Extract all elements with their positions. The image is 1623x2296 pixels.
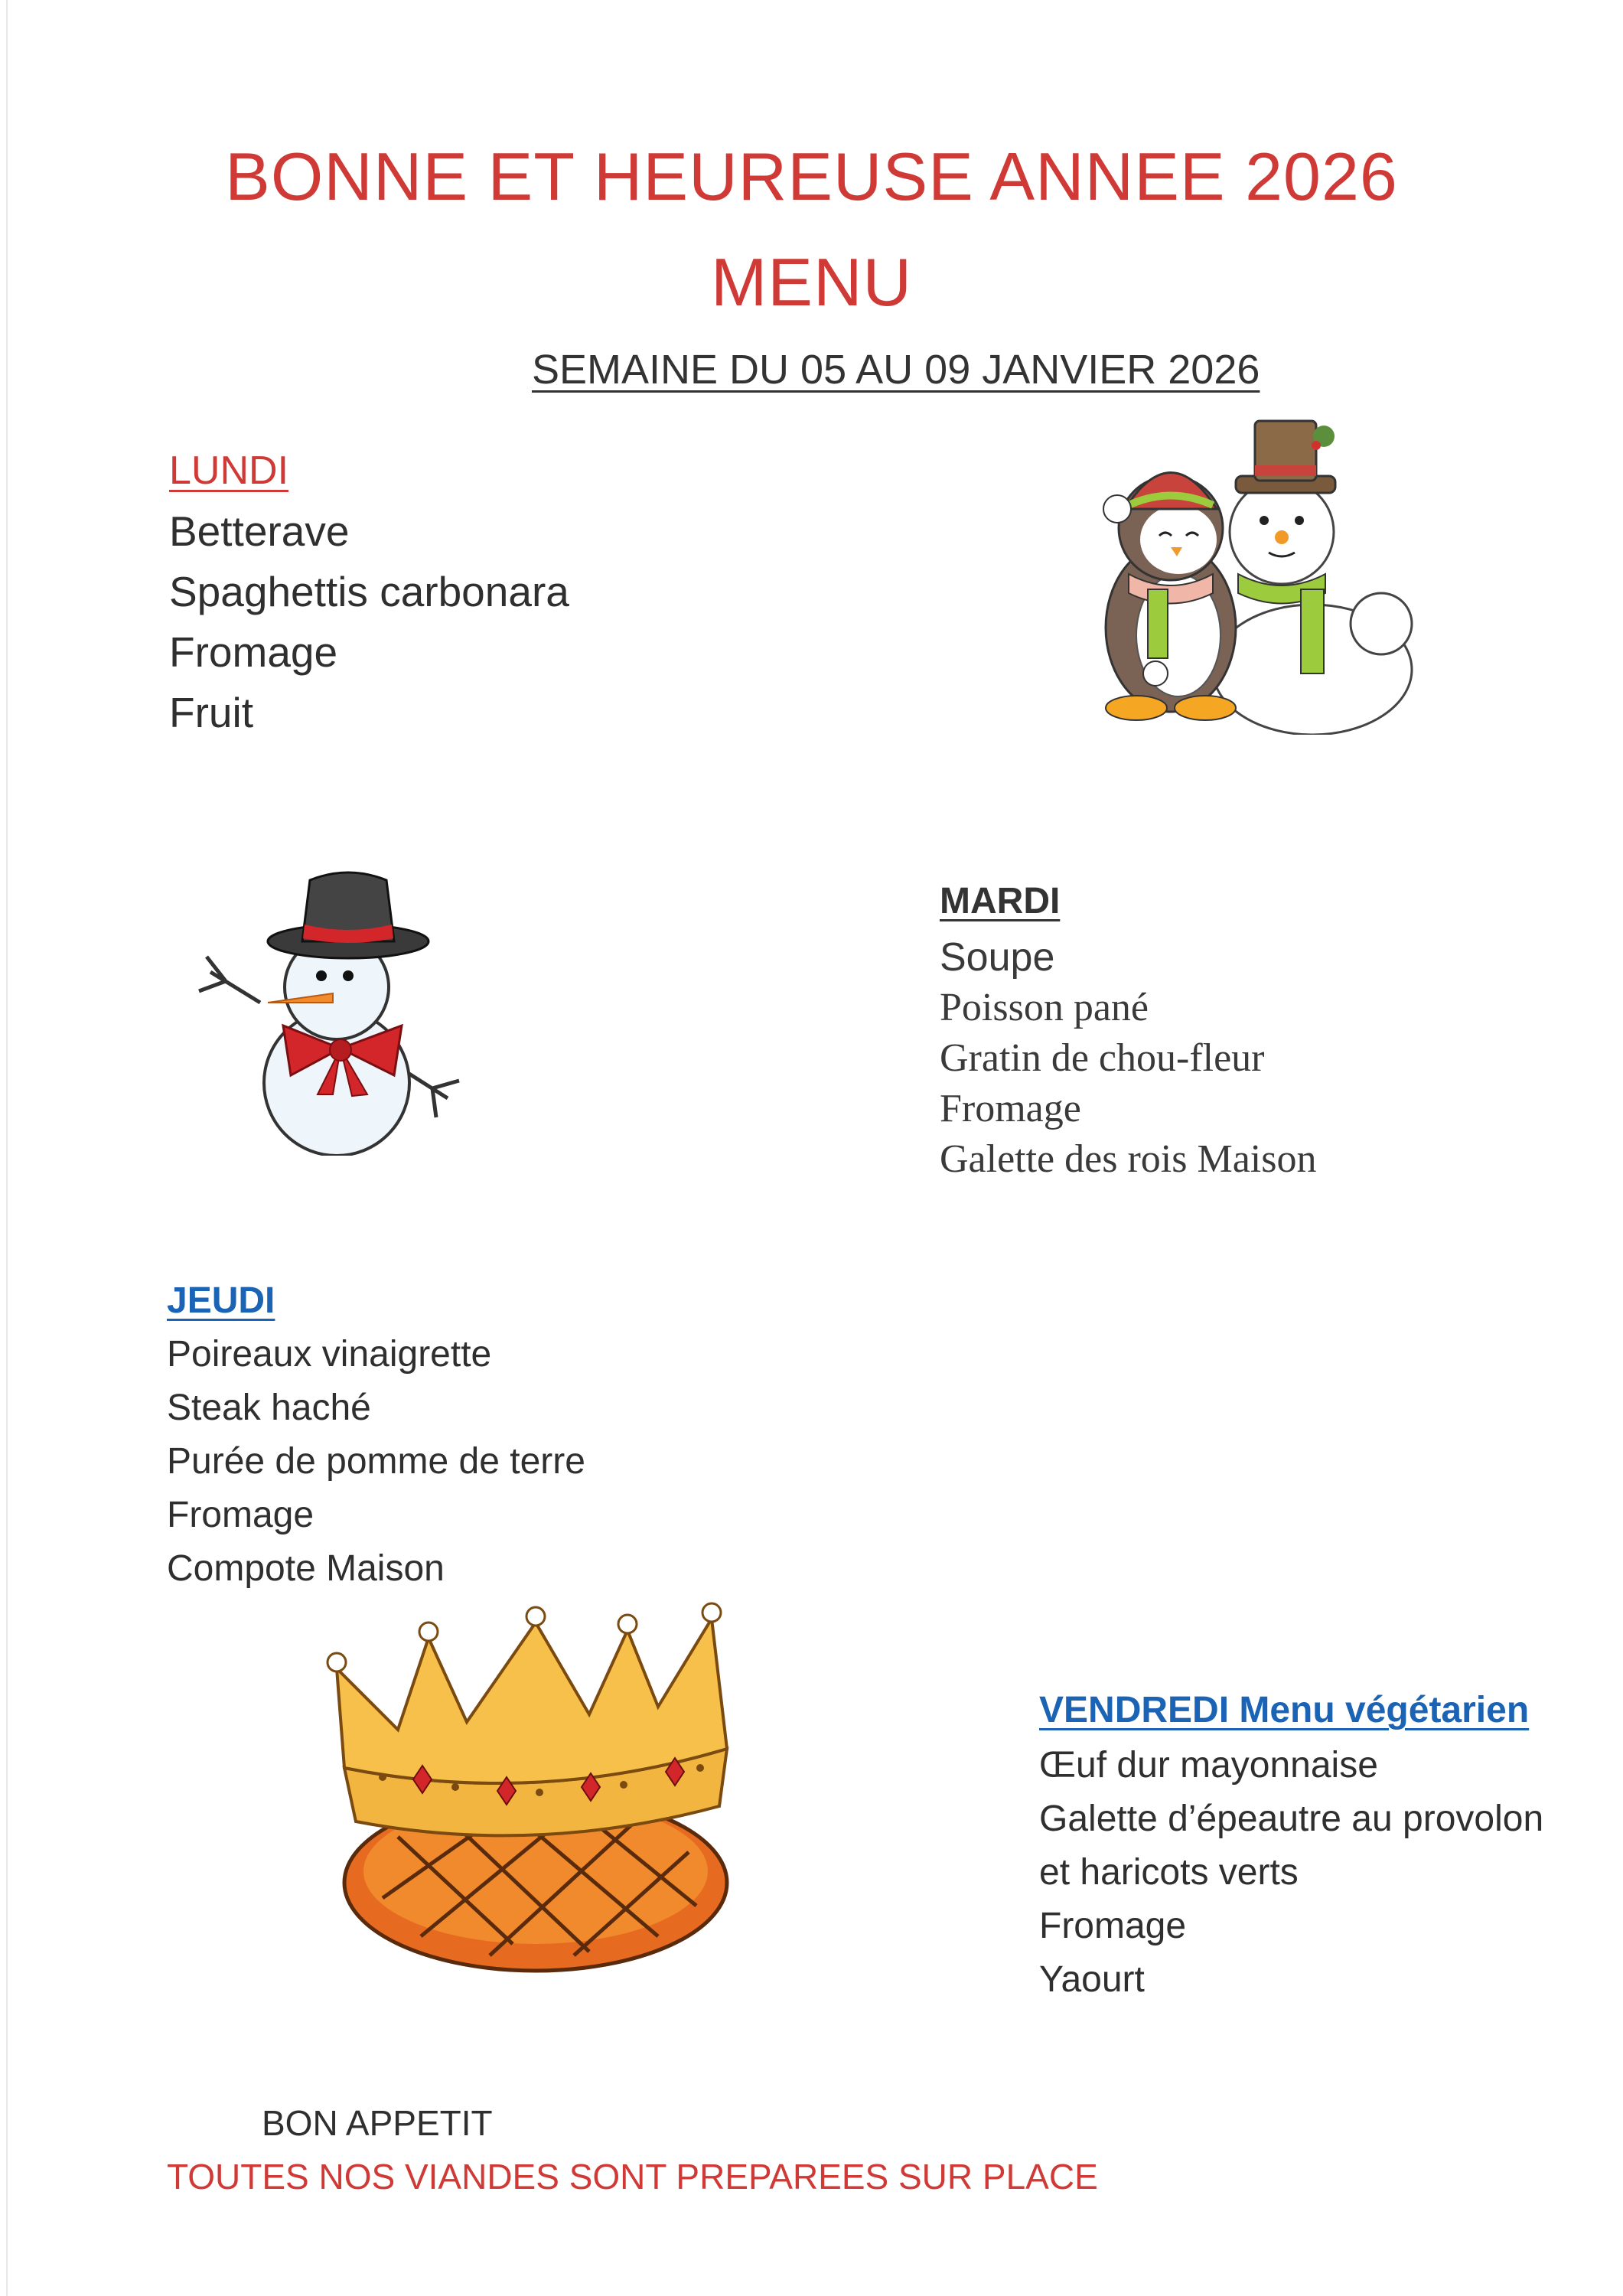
menu-item: Betterave <box>169 507 350 555</box>
menu-item: Steak haché <box>167 1388 371 1428</box>
menu-title: MENU <box>710 244 913 320</box>
menu-item: Spaghettis carbonara <box>169 568 569 615</box>
menu-item: Fromage <box>169 628 338 676</box>
menu-item: Poisson pané <box>940 986 1149 1029</box>
menu-item: et haricots verts <box>1039 1852 1299 1893</box>
menu-item: Compote Maison <box>167 1548 445 1589</box>
menu-item: Gratin de chou-fleur <box>940 1036 1265 1080</box>
menu-item: Fromage <box>1039 1906 1187 1946</box>
day-heading-lundi: LUNDI <box>169 448 289 493</box>
day-heading-mardi: MARDI <box>940 881 1061 921</box>
menu-item: Fromage <box>940 1087 1081 1130</box>
snowman-illustration <box>184 865 490 1156</box>
galette-des-rois-illustration <box>314 1577 750 1990</box>
menu-item: Purée de pomme de terre <box>167 1441 585 1482</box>
menu-item: Poireaux vinaigrette <box>167 1334 492 1375</box>
menu-item: Fruit <box>169 689 253 736</box>
menu-list-lundi <box>169 501 569 743</box>
scan-edge <box>6 0 8 2296</box>
menu-list-mardi <box>940 932 1316 1185</box>
penguin-snowman-illustration <box>1056 406 1439 735</box>
footer-note: TOUTES NOS VIANDES SONT PREPAREES SUR PLACE <box>167 2157 1098 2197</box>
bon-appetit-text: BON APPETIT <box>262 2103 493 2143</box>
greeting-title: BONNE ET HEUREUSE ANNEE 2026 <box>225 139 1398 214</box>
day-heading-jeudi: JEUDI <box>167 1280 275 1321</box>
menu-list-vendredi <box>1039 1739 1543 2007</box>
menu-item: Fromage <box>167 1495 314 1535</box>
menu-item: Galette d’épeautre au provolon <box>1039 1799 1544 1839</box>
menu-item: Galette des rois Maison <box>940 1137 1317 1181</box>
menu-list-jeudi <box>167 1328 585 1596</box>
menu-item: Œuf dur mayonnaise <box>1039 1745 1378 1786</box>
menu-item: Soupe <box>940 935 1055 980</box>
day-heading-vendredi: VENDREDI Menu végétarien <box>1039 1690 1530 1730</box>
menu-item: Yaourt <box>1039 1959 1145 2000</box>
week-subtitle: SEMAINE DU 05 AU 09 JANVIER 2026 <box>532 347 1260 393</box>
